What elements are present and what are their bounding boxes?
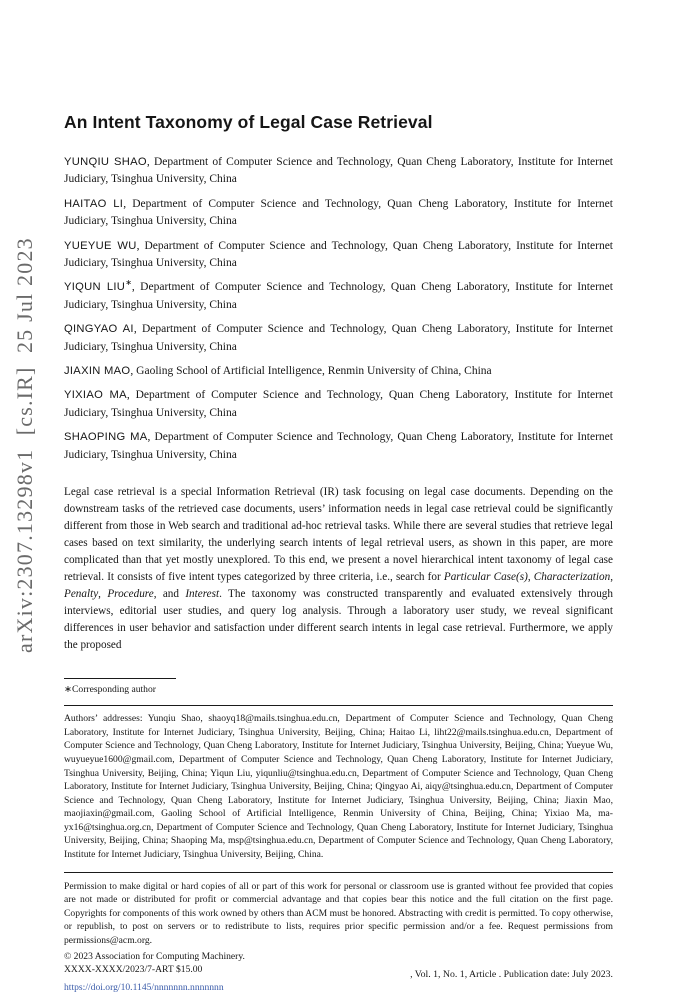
author-entry	[64, 316, 613, 356]
author-name: YIQUN LIU	[64, 281, 126, 294]
abstract: Legal case retrieval is a special Information Retrieval (IR) task focusing on legal case documents. Depending on the downstream tasks of the retrieved case documents, users’ information needs in legal case retrieval could be significantly different from those in Web search and traditional ad-hoc retrieval tasks. While there are several studies that retrieve legal cases based on text similarity, the underlying search intents of legal retrieval users, as shown in this paper, are more complicated than that yet mostly unexplored. To this end, we present a novel hierarchical intent taxonomy of legal case retrieval. It consists of five intent types categorized by three criteria, i.e., search for Particular Case(s), Characterization, Penalty, Procedure, and Interest. The taxonomy was constructed transparently and evaluated extensively through interviews, editorial user studies, and query log analysis. Through a laboratory user study, we reveal significant differences in user behavior and satisfaction under different search intents in legal case retrieval. Furthermore, we apply the proposed	[64, 486, 614, 652]
author-affiliation: , Department of Computer Science and Technology, Quan Cheng Laboratory, Institute for Internet Judiciary, Tsinghua University, China	[64, 239, 613, 269]
author-affiliation: , Department of Computer Science and Technology, Quan Cheng Laboratory, Institute for Internet Judiciary, Tsinghua University, China	[64, 323, 613, 353]
footnote-rule	[64, 678, 176, 679]
author-entry	[64, 358, 613, 380]
author-entry	[64, 149, 613, 189]
author-name: SHAOPING MA	[64, 431, 148, 444]
authors-addresses: Authors’ addresses: Yunqiu Shao, shaoyq18@mails.tsinghua.edu.cn, Department of Computer Science and Technology, Quan Cheng Laboratory, Institute for Internet Judiciary, Tsinghua University, Beijing, China; Haitao Li, liht22@mails.tsinghua.edu.cn, Department of Computer Science and Technology, Quan Cheng Laboratory, Institute for Internet Judiciary, Tsinghua University, Beijing, China; Yueyue Wu, wuyueyue1600@gmail.com, Department of Computer Science and Technology, Quan Cheng Laboratory, Institute for Internet Judiciary, Tsinghua University, Beijing, China; Yiqun Liu, yiqunliu@tsinghua.edu.cn, Department of Computer Science and Technology, Quan Cheng Laboratory, Institute for Internet Judiciary, Tsinghua University, Beijing, China; Qingyao Ai, aiqy@tsinghua.edu.cn, Department of Computer Science and Technology, Quan Cheng Laboratory, Institute for Internet Judiciary, Tsinghua University, Beijing, China; Jiaxin Mao, maojiaxin@gmail.com, Gaoling School of Artificial Intelligence, Renmin University of China, Beijing, China; Yixiao Ma, ma-yx16@tsinghua.org.cn, Department of Computer Science and Technology, Quan Cheng Laboratory, Institute for Internet Judiciary, Tsinghua University, Beijing, China; Shaoping Ma, msp@tsinghua.edu.cn, Department of Computer Science and Technology, Quan Cheng Laboratory, Institute for Internet Judiciary, Tsinghua University, Beijing, China.	[64, 713, 613, 861]
arxiv-watermark: arXiv:2307.13298v1 [cs.IR] 25 Jul 2023	[12, 237, 37, 653]
author-affiliation: , Department of Computer Science and Technology, Quan Cheng Laboratory, Institute for Internet Judiciary, Tsinghua University, China	[64, 197, 613, 228]
author-entry	[64, 233, 613, 273]
author-list	[64, 149, 613, 464]
author-name: YUNQIU SHAO	[64, 155, 147, 168]
corresponding-author-footnote: ∗Corresponding author	[64, 684, 156, 696]
author-entry	[64, 191, 613, 231]
author-affiliation: , Department of Computer Science and Technology, Quan Cheng Laboratory, Institute for Internet Judiciary, Tsinghua University, China	[64, 389, 613, 419]
author-affiliation: , Department of Computer Science and Technology, Quan Cheng Laboratory, Institute for Internet Judiciary, Tsinghua University, China	[64, 155, 613, 186]
author-name: YIXIAO MA	[64, 389, 127, 402]
permission-notice: Permission to make digital or hard copies of all or part of this work for personal or classroom use is granted without fee provided that copies are not made or distributed for profit or commercial advantage and that copies bear this notice and the full citation on the first page. Copyrights for components of this work owned by others than ACM must be honored. Abstracting with credit is permitted. To copy otherwise, or republish, to post on servers or to redistribute to lists, requires prior specific permission and/or a fee. Request permissions from permissions@acm.org.	[64, 880, 613, 947]
author-entry	[64, 424, 613, 464]
copyright-line: © 2023 Association for Computing Machinery.	[64, 950, 245, 962]
issn-price-line: XXXX-XXXX/2023/7-ART $15.00	[64, 964, 203, 976]
author-entry	[64, 274, 613, 314]
page-footer: , Vol. 1, No. 1, Article . Publication date: July 2023.	[410, 969, 613, 980]
author-name: QINGYAO AI	[64, 323, 134, 336]
author-name: JIAXIN MAO	[64, 364, 131, 377]
author-entry	[64, 382, 613, 422]
section-divider	[64, 705, 613, 706]
section-divider	[64, 872, 613, 873]
author-affiliation: , Department of Computer Science and Technology, Quan Cheng Laboratory, Institute for Internet Judiciary, Tsinghua University, China	[64, 431, 613, 461]
paper-title: An Intent Taxonomy of Legal Case Retrieval	[64, 112, 433, 132]
author-mark: ∗	[125, 278, 132, 288]
author-affiliation: , Gaoling School of Artificial Intelligence, Renmin University of China, China	[130, 364, 492, 377]
author-name: HAITAO LI	[64, 197, 124, 210]
paper-content	[64, 0, 613, 995]
doi-link[interactable]: https://doi.org/10.1145/nnnnnnn.nnnnnnn	[64, 981, 224, 993]
author-name: YUEYUE WU	[64, 239, 137, 252]
author-affiliation: , Department of Computer Science and Technology, Quan Cheng Laboratory, Institute for Internet Judiciary, Tsinghua University, China	[64, 281, 613, 311]
